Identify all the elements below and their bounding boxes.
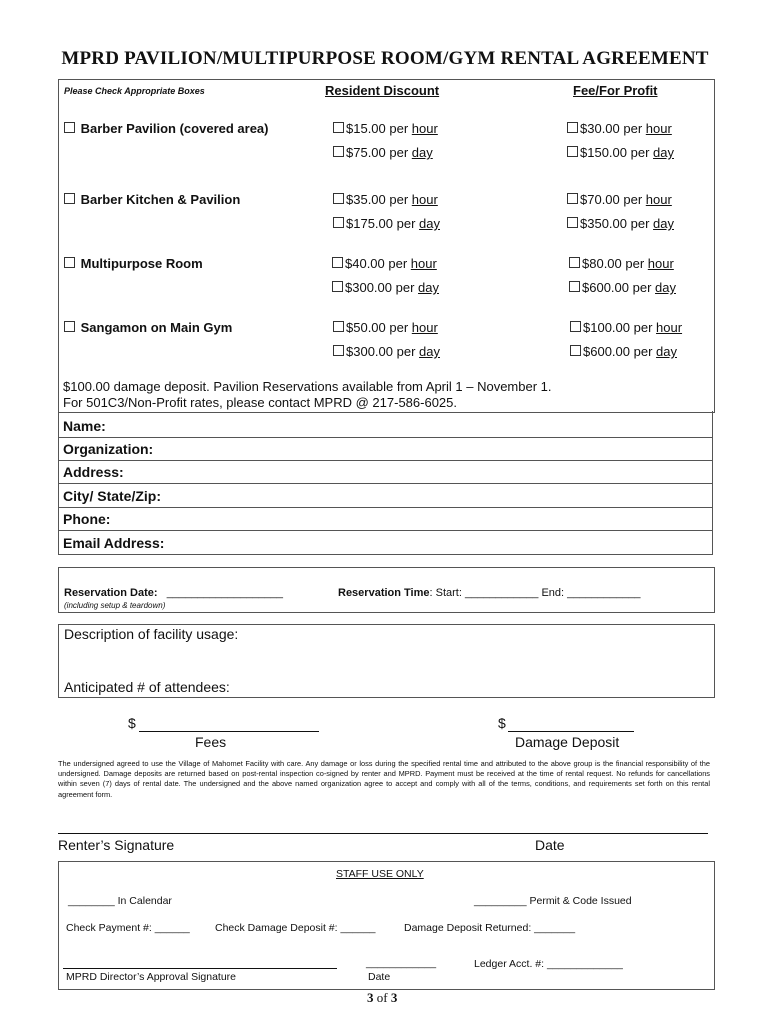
resident-rate-option[interactable] [333,192,438,207]
rate-amount: $15.00 per [346,121,409,136]
checkbox-icon[interactable] [333,217,344,228]
facility-option[interactable] [64,320,232,335]
rate-unit: hour [645,192,672,207]
contact-field[interactable]: Organization: [58,438,712,461]
checkbox-icon[interactable] [333,193,344,204]
rate-amount: $150.00 per [580,145,650,160]
facility-name: Multipurpose Room [80,256,203,271]
reservation-time-start: : Start: ____________ [429,587,539,599]
reservation-date-colon: : [153,587,158,599]
resident-rate-option[interactable] [333,344,440,359]
resident-rate-option[interactable] [332,280,439,295]
fee-rate-option[interactable] [570,320,682,335]
fee-for-profit-header: Fee/For Profit [573,83,658,98]
rate-amount: $35.00 per [346,192,409,207]
rate-amount: $175.00 per [346,216,416,231]
rate-unit: hour [411,320,438,335]
deposit-currency: $ [498,715,506,731]
rate-unit: hour [647,256,674,271]
description-label[interactable]: Description of facility usage: [64,626,239,642]
facility-option[interactable] [64,192,240,207]
director-signature-line[interactable] [63,968,337,969]
facility-option[interactable] [64,256,203,271]
checkbox-icon[interactable] [567,193,578,204]
contact-field[interactable]: Email Address: [63,535,165,551]
resident-rate-option[interactable] [333,121,438,136]
rate-unit: day [656,344,677,359]
checkbox-icon[interactable] [64,257,75,268]
reservation-date-label: Reservation Date [64,587,154,599]
fee-rate-option[interactable] [567,216,674,231]
contact-field[interactable]: Name: [58,415,712,438]
nonprofit-note: For 501C3/Non-Profit rates, please contact MPRD @ 217-586-6025. [63,395,457,410]
facility-option[interactable] [64,121,268,136]
terms-paragraph: The undersigned agreed to use the Village of Mahomet Facility with care. Any damage or loss during the specified rental time and attributed to the above group is the financial responsibility of the undersigned. Damage deposits are returned based on post-rental inspection co-signed by renter and MPRD. Payment must be received at the time of rental request. No refunds for cancellations within seven (7) days of rental date. The undersigned and the above named organization agree to accept and comply with all of the terms, conditions, and requirements set forth on this rental agreement form. [58,759,710,799]
signature-line[interactable] [58,833,708,834]
fee-rate-option[interactable] [567,192,672,207]
resident-discount-header: Resident Discount [325,83,440,98]
rate-unit: day [419,344,440,359]
checkbox-icon[interactable] [569,257,580,268]
resident-rate-option[interactable] [333,216,440,231]
checkbox-icon[interactable] [64,122,75,133]
fee-rate-option[interactable] [569,280,676,295]
rate-amount: $80.00 per [582,256,645,271]
director-signature-label: MPRD Director’s Approval Signature [66,971,237,983]
rate-amount: $75.00 per [346,145,409,160]
rate-unit: day [411,145,433,160]
rate-amount: $300.00 per [346,344,416,359]
check-deposit-field[interactable]: Check Damage Deposit #: ______ [215,922,376,934]
contact-field[interactable]: Address: [58,461,712,484]
page-of: of [376,990,388,1005]
staff-date-blank[interactable]: ____________ [366,957,437,969]
fee-rate-option[interactable] [567,121,672,136]
rate-amount: $30.00 per [580,121,643,136]
fee-rate-option[interactable] [567,145,674,160]
rate-unit: hour [656,320,683,335]
deposit-note: $100.00 damage deposit. Pavilion Reservations available from April 1 – November 1. [63,379,552,394]
in-calendar-field[interactable]: ________ In Calendar [68,895,172,907]
contact-field[interactable]: City/ State/Zip: [58,485,712,508]
facility-name: Barber Pavilion (covered area) [80,121,269,136]
fees-label: Fees [195,734,227,750]
checkbox-icon[interactable] [569,281,580,292]
facility-name: Sangamon on Main Gym [80,320,233,335]
check-boxes-hint: Please Check Appropriate Boxes [64,86,205,96]
rate-unit: day [653,216,674,231]
rate-amount: $600.00 per [582,280,652,295]
fee-rate-option[interactable] [570,344,677,359]
attendees-label[interactable]: Anticipated # of attendees: [64,679,230,695]
setup-teardown-note: (including setup & teardown) [64,601,166,610]
reservation-time-label: Reservation Time [338,587,430,599]
signature-date-label: Date [535,837,565,853]
staff-date-label: Date [368,971,391,983]
rate-amount: $600.00 per [583,344,653,359]
rate-amount: $50.00 per [346,320,409,335]
checkbox-icon[interactable] [567,217,578,228]
renters-signature-label: Renter’s Signature [58,837,175,853]
rate-unit: day [653,145,674,160]
ledger-acct-field[interactable]: Ledger Acct. #: _____________ [474,958,623,970]
damage-deposit-label: Damage Deposit [515,734,620,750]
checkbox-icon[interactable] [333,146,344,157]
rate-unit: hour [645,121,672,136]
page-total: 3 [390,990,398,1005]
checkbox-icon[interactable] [64,321,75,332]
fees-line[interactable] [139,731,319,732]
reservation-time-field[interactable] [338,587,641,599]
checkbox-icon[interactable] [332,281,343,292]
rate-unit: hour [411,121,438,136]
contact-field[interactable]: Phone: [58,508,712,531]
staff-use-heading: STAFF USE ONLY [336,868,424,880]
reservation-time-end: End: ____________ [541,587,641,599]
reservation-date-field[interactable] [64,587,283,599]
resident-rate-option[interactable] [333,320,438,335]
rate-unit: day [655,280,676,295]
resident-rate-option[interactable] [333,145,433,160]
page-title: MPRD PAVILION/MULTIPURPOSE ROOM/GYM RENTAL AGREEMENT [61,48,709,69]
rate-amount: $40.00 per [345,256,408,271]
checkbox-icon[interactable] [64,193,75,204]
checkbox-icon[interactable] [332,257,343,268]
checkbox-icon[interactable] [570,345,581,356]
rate-amount: $100.00 per [583,320,653,335]
page-number [367,990,397,1006]
rate-unit: day [419,216,440,231]
rate-unit: day [418,280,439,295]
facility-name: Barber Kitchen & Pavilion [80,192,241,207]
checkbox-icon[interactable] [333,345,344,356]
checkbox-icon[interactable] [567,146,578,157]
deposit-returned-field[interactable]: Damage Deposit Returned: _______ [404,922,576,934]
checkbox-icon[interactable] [333,122,344,133]
check-payment-field[interactable]: Check Payment #: ______ [66,922,190,934]
rate-amount: $350.00 per [580,216,650,231]
deposit-line[interactable] [508,731,634,732]
rate-amount: $300.00 per [345,280,415,295]
fee-rate-option[interactable] [569,256,674,271]
checkbox-icon[interactable] [567,122,578,133]
rate-amount: $70.00 per [580,192,643,207]
checkbox-icon[interactable] [570,321,581,332]
rate-unit: hour [411,192,438,207]
permit-code-field[interactable]: _________ Permit & Code Issued [474,895,632,907]
fees-currency: $ [128,715,136,731]
page-current: 3 [367,990,374,1005]
reservation-date-blank: ___________________ [166,587,283,599]
resident-rate-option[interactable] [332,256,437,271]
rate-unit: hour [410,256,437,271]
checkbox-icon[interactable] [333,321,344,332]
